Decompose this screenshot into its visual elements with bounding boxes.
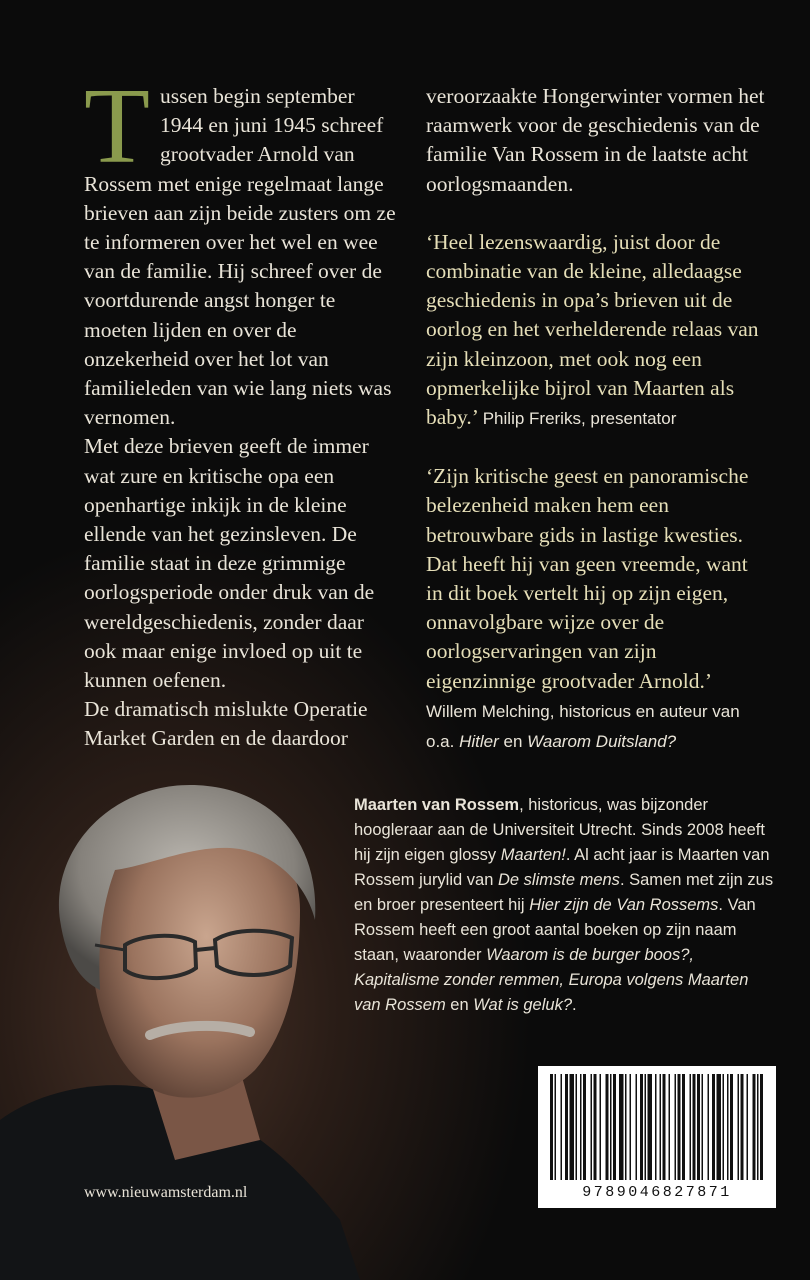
blurb-paragraph-1-text: ussen begin september 1944 en juni 1945 schreef grootvader Arnold van Rossem met enige regelmaat lange brieven aan zijn beide zusters om ze te informeren over het wel en wee van de familie. Hij schreef over de voortdurende angst honger te moeten lijden en over de onzekerheid over het lot van familieleden van wie lang niets was vernomen. [84, 84, 396, 430]
barcode-bar [570, 1074, 575, 1180]
review-quote-1-attribution: Philip Freriks, presentator [482, 409, 677, 429]
barcode-bar [561, 1074, 563, 1180]
bio-title-books: Waarom is de burger boos?, Kapitalisme zonder remmen, Europa volgens Maarten van Rossem [354, 946, 749, 1014]
isbn-number: 9789046827871 [582, 1184, 732, 1201]
barcode-bar [712, 1074, 715, 1180]
work-title-2: Waarom Duitsland? [527, 732, 677, 752]
bio-segment-1: , historicus, was bijzonder hoogleraar aan de Universiteit Utrecht. Sinds 2008 heeft hij zijn eigen glossy [354, 796, 765, 864]
barcode-bar [640, 1074, 643, 1180]
bio-title-show-2: Hier zijn de Van Rossems [529, 896, 719, 914]
bio-segment-3: . Samen met zijn zus en broer presenteert hij [354, 871, 774, 914]
blurb-paragraph-1 [84, 67, 400, 432]
review-quote-1-text: ‘Heel lezenswaardig, juist door de combinatie van de kleine, alledaagse geschiedenis in opa’s brieven uit de oorlog en het verhelderende relaas van zijn kleinzoon, met ook nog een opmerkelijke bijrol van Maarten als baby.’ [426, 229, 759, 430]
barcode-bar [565, 1074, 568, 1180]
barcode-bar [555, 1074, 557, 1180]
review-quote-2-attribution [426, 702, 740, 751]
barcode-bar [636, 1074, 638, 1180]
barcode-bar [606, 1074, 609, 1180]
barcode-bar [550, 1074, 553, 1180]
bio-segment-5: en [450, 996, 469, 1014]
drop-cap: T [84, 67, 150, 186]
blurb-paragraph-2: Met deze brieven geeft de immer wat zure en kritische opa een openhartige inkijk in de kleine ellende van het gezinsleven. De familie staat in deze grimmige oorlogsperiode onder druk van de wereldgeschiedenis, zonder daar ook maar enige invloed op uit te kunnen oefenen. [84, 434, 375, 693]
bio-segment-4: . Van Rossem heeft een groot aantal boeken op zijn naam staan, waaronder [354, 896, 756, 964]
author-bio [354, 793, 774, 1018]
review-quote-2 [426, 462, 766, 756]
review-quote-1 [426, 228, 766, 433]
author-portrait [0, 770, 360, 1280]
barcode-bar [663, 1074, 666, 1180]
bio-segment-6: . [572, 996, 577, 1014]
blurb-paragraph-3: De dramatisch mislukte Operatie Market Garden en de daardoor [84, 697, 368, 751]
publisher-website: www.nieuwamsterdam.nl [84, 1184, 248, 1201]
review-quote-2-text: ‘Zijn kritische geest en panoramische belezenheid maken hem een betrouwbare gids in lastige kwesties. Dat heeft hij van geen vreemde, want in dit boek vertelt hij op zijn eigen, onnavolgbare wijze over de oorlogservaringen van zijn eigenzinnige grootvader Arnold.’ [426, 464, 749, 693]
blurb-column-right [426, 82, 766, 756]
bio-title-book-last: Wat is geluk? [473, 996, 572, 1014]
barcode-bar [675, 1074, 677, 1180]
barcode-bar [708, 1074, 710, 1180]
barcode-bar [690, 1074, 692, 1180]
barcode-bar [727, 1074, 729, 1180]
barcode-bar [717, 1074, 722, 1180]
barcode-bar [678, 1074, 681, 1180]
barcode-bar [600, 1074, 602, 1180]
barcode-bar [757, 1074, 759, 1180]
attribution-connector: en [503, 732, 523, 752]
barcode-bar [747, 1074, 749, 1180]
barcode-bar [753, 1074, 756, 1180]
barcode-bar [723, 1074, 725, 1180]
attribution-prefix: Willem Melching, historicus en auteur van o.a. [426, 701, 740, 752]
barcode-bar [630, 1074, 632, 1180]
barcode-bar [660, 1074, 662, 1180]
author-bio-text [354, 793, 774, 1018]
barcode-bar [625, 1074, 627, 1180]
barcode-bar [594, 1074, 597, 1180]
barcode-bar [655, 1074, 657, 1180]
barcode-bar [702, 1074, 704, 1180]
barcode-bar [648, 1074, 653, 1180]
barcode-bar [741, 1074, 744, 1180]
barcode-bars [548, 1074, 766, 1180]
barcode-bar [645, 1074, 647, 1180]
barcode-bar [583, 1074, 586, 1180]
blurb-paragraph-3-continued: veroorzaakte Hongerwinter vormen het raamwerk voor de geschiedenis van de familie Van Rossem in de laatste acht oorlogsmaanden. [426, 84, 765, 196]
barcode-bar [738, 1074, 740, 1180]
author-name: Maarten van Rossem [354, 796, 520, 814]
barcode-bar [730, 1074, 733, 1180]
bio-segment-2: . Al acht jaar is Maarten van Rossem jurylid van [354, 846, 770, 889]
barcode [538, 1066, 776, 1208]
barcode-bar [580, 1074, 582, 1180]
barcode-bar [591, 1074, 593, 1180]
barcode-bar [576, 1074, 578, 1180]
bio-title-show-1: De slimste mens [497, 871, 620, 889]
barcode-bar [613, 1074, 616, 1180]
work-title-1: Hitler [459, 732, 499, 752]
bio-title-magazine: Maarten! [500, 846, 566, 864]
barcode-bar [697, 1074, 700, 1180]
barcode-bar [682, 1074, 685, 1180]
barcode-bar [669, 1074, 671, 1180]
barcode-bar [760, 1074, 763, 1180]
barcode-bar [619, 1074, 624, 1180]
barcode-bar [693, 1074, 696, 1180]
barcode-bar [610, 1074, 612, 1180]
blurb-column-left [84, 67, 400, 754]
